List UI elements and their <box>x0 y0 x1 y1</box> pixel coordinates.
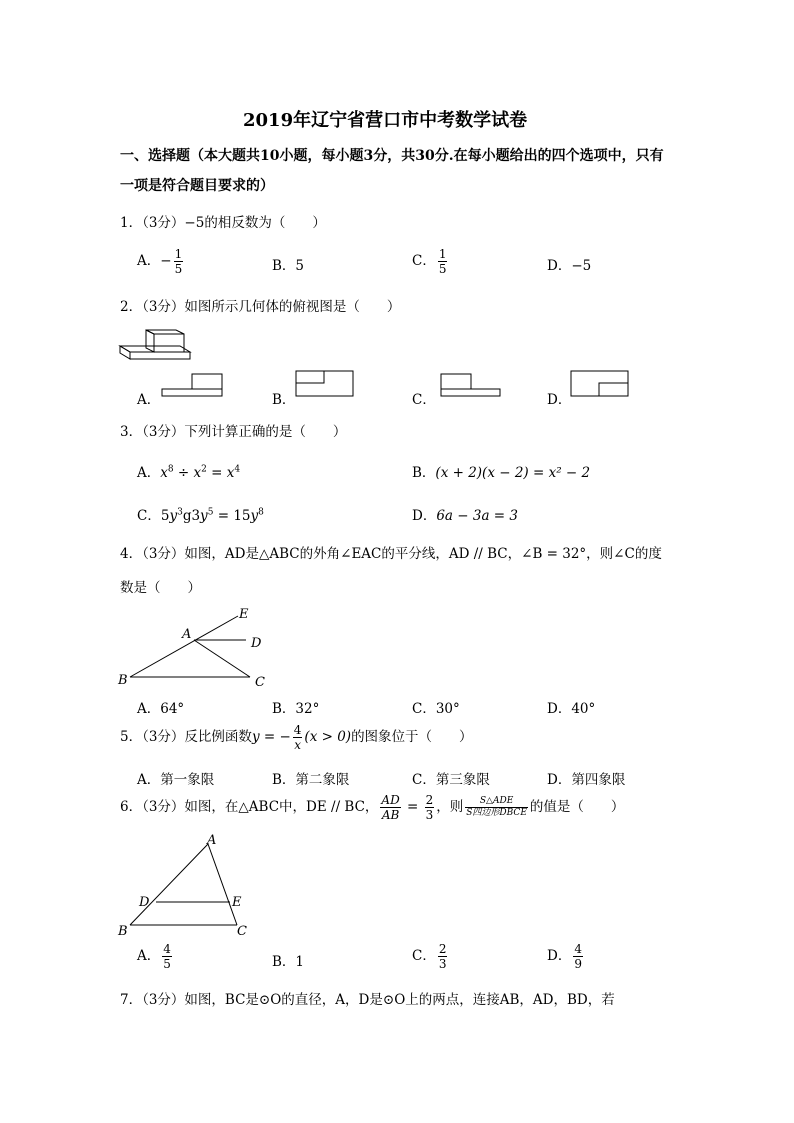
q4-label-a: A <box>182 627 192 642</box>
q4-ray-be <box>130 616 238 677</box>
q6-stem-mid: ，则 <box>436 799 464 815</box>
q1-c-den: 5 <box>438 262 447 276</box>
q6-val-den: 3 <box>425 808 434 822</box>
q3-option-a-label: A． <box>137 465 161 481</box>
q2-option-d-label: D． <box>547 392 572 408</box>
q2-option-c-label: C． <box>412 392 436 408</box>
q6-stem-pre: 6．（3分）如图，在△ABC中，DE // BC， <box>120 799 379 815</box>
q4-label-e: E <box>239 607 249 622</box>
q5-option-c: C．第三象限 <box>412 772 490 788</box>
q5-func-cond: (x > 0) <box>304 729 352 745</box>
q6-area-fraction <box>465 797 528 818</box>
q6-triangle-figure <box>110 832 260 942</box>
q6-ratio-num: AD <box>381 793 400 807</box>
q1-option-a <box>137 248 185 275</box>
q6-side-ab <box>130 844 208 925</box>
q6-option-b: B．1 <box>272 954 305 970</box>
q5-func-lhs: y = − <box>251 729 291 745</box>
q2-option-a-label: A． <box>137 392 161 408</box>
q6-option-a-prefix: A． <box>137 948 161 964</box>
q4-segment-ac <box>194 640 250 677</box>
q2-c-top <box>441 374 471 389</box>
q3-option-d-label: D． <box>412 508 437 524</box>
q2-c-base <box>441 389 500 396</box>
q6-c-num: 2 <box>438 942 447 956</box>
q6-stem-post: 的值是（ ） <box>529 799 625 815</box>
q1-option-d: D．−5 <box>547 258 592 274</box>
q2-slab-front <box>130 352 190 359</box>
q6-a-num: 4 <box>163 942 171 956</box>
q4-triangle-figure <box>110 600 280 692</box>
question-7-stem: 7．（3分）如图，BC是⊙O的直径，A，D是⊙O上的两点，连接AB，AD，BD，若 <box>120 992 615 1008</box>
q6-side-ac <box>208 844 237 925</box>
q6-c-den: 3 <box>438 957 447 971</box>
q4-option-d: D．40° <box>547 701 596 717</box>
q6-option-d <box>547 943 585 970</box>
q6-d-den: 9 <box>574 957 582 971</box>
q2-a-base <box>162 389 222 396</box>
q2-option-a-figure <box>160 373 224 399</box>
q2-slab-side <box>120 346 130 359</box>
q6-option-c-prefix: C． <box>412 948 436 964</box>
q1-option-c-prefix: C． <box>412 253 436 269</box>
q1-option-a-fraction <box>174 248 184 275</box>
q3-option-d <box>412 504 518 524</box>
q3-option-b-label: B． <box>412 465 436 481</box>
section-heading-line2: 一项是符合题目要求的） <box>120 178 274 194</box>
q6-area-num: S△ADE <box>465 797 528 808</box>
q5-stem-pre: 5．（3分）反比例函数 <box>120 729 252 745</box>
q5-func-num: 4 <box>293 723 302 737</box>
q6-label-e: E <box>232 895 242 910</box>
question-4-stem-line1: 4．（3分）如图，AD是△ABC的外角∠EAC的平分线，AD // BC，∠B = 32°，则∠C的度 <box>120 546 662 562</box>
q6-option-a <box>137 943 174 970</box>
question-3-stem: 3．（3分）下列计算正确的是（ ） <box>120 424 347 440</box>
q5-stem-post: 的图象位于（ ） <box>351 729 473 745</box>
q2-option-b-label: B． <box>272 392 296 408</box>
q6-ratio-den: AB <box>381 808 400 822</box>
q2-option-d-figure <box>570 370 630 398</box>
q3-option-b <box>412 461 590 481</box>
q6-eq: = <box>402 799 423 815</box>
q2-cube-side <box>146 330 154 352</box>
question-4-stem-line2: 数是（ ） <box>120 580 201 596</box>
q4-option-a: A．64° <box>137 701 185 717</box>
q2-solid-figure <box>118 322 198 364</box>
q3-option-b-expr: (x + 2)(x − 2) = x² − 2 <box>435 465 591 481</box>
q6-area-den: S四边形DBCE <box>466 808 527 818</box>
q4-label-b: B <box>118 673 128 688</box>
question-1-stem: 1．（3分）−5的相反数为（ ） <box>120 215 326 231</box>
q6-option-d-fraction <box>573 943 583 970</box>
q2-d-inner <box>599 383 628 396</box>
q1-a-num: 1 <box>174 247 183 261</box>
q5-func-den: x <box>294 738 301 752</box>
q5-option-a: A．第一象限 <box>137 772 215 788</box>
q4-label-d: D <box>251 636 262 651</box>
q6-label-c: C <box>237 924 247 939</box>
q6-label-d: D <box>139 895 150 910</box>
q6-a-den: 5 <box>163 957 171 971</box>
q1-option-b: B．5 <box>272 258 305 274</box>
q6-d-num: 4 <box>574 942 582 956</box>
q6-label-b: B <box>118 924 128 939</box>
q4-option-b: B．32° <box>272 701 320 717</box>
q1-option-c-fraction <box>438 248 448 275</box>
q1-option-c <box>412 248 449 275</box>
q1-a-den: 5 <box>174 262 183 276</box>
q4-label-c: C <box>255 675 265 690</box>
q3-option-c: C．$5y^3g3y^5 = 15y^8$ <box>137 507 264 524</box>
q5-option-d: D．第四象限 <box>547 772 626 788</box>
question-6-stem <box>120 794 624 821</box>
q6-val-num: 2 <box>425 793 434 807</box>
q2-option-b-figure <box>295 370 355 398</box>
q6-option-c-fraction <box>438 943 448 970</box>
q2-b-inner <box>296 371 324 383</box>
q4-option-c: C．30° <box>412 701 460 717</box>
q6-option-c <box>412 943 449 970</box>
q3-option-d-expr: 6a − 3a = 3 <box>436 508 518 524</box>
q1-c-num: 1 <box>438 247 447 261</box>
question-5-stem <box>120 724 473 751</box>
section-heading-line1: 一、选择题（本大题共10小题，每小题3分，共30分.在每小题给出的四个选项中，只有 <box>120 148 664 164</box>
q6-ratio-fraction <box>380 794 400 821</box>
q6-option-d-prefix: D． <box>547 948 572 964</box>
q2-option-c-figure <box>440 373 502 399</box>
q2-slab-top <box>120 346 190 352</box>
q6-value-fraction <box>425 794 435 821</box>
page-title: 2019年辽宁省营口市中考数学试卷 <box>243 110 528 131</box>
q3-option-a: A．$x^8 \div x^2 = x^4$ <box>137 464 241 481</box>
q2-a-top <box>192 374 222 389</box>
q2-cube-front <box>154 334 184 352</box>
q6-label-a: A <box>207 833 217 848</box>
q6-option-a-fraction <box>162 943 172 970</box>
q5-func-fraction <box>293 724 303 751</box>
question-2-stem: 2．（3分）如图所示几何体的俯视图是（ ） <box>120 299 401 315</box>
q5-option-b: B．第二象限 <box>272 772 350 788</box>
q1-option-a-prefix: A．− <box>137 253 172 269</box>
q3-option-c-label: C． <box>137 508 161 524</box>
